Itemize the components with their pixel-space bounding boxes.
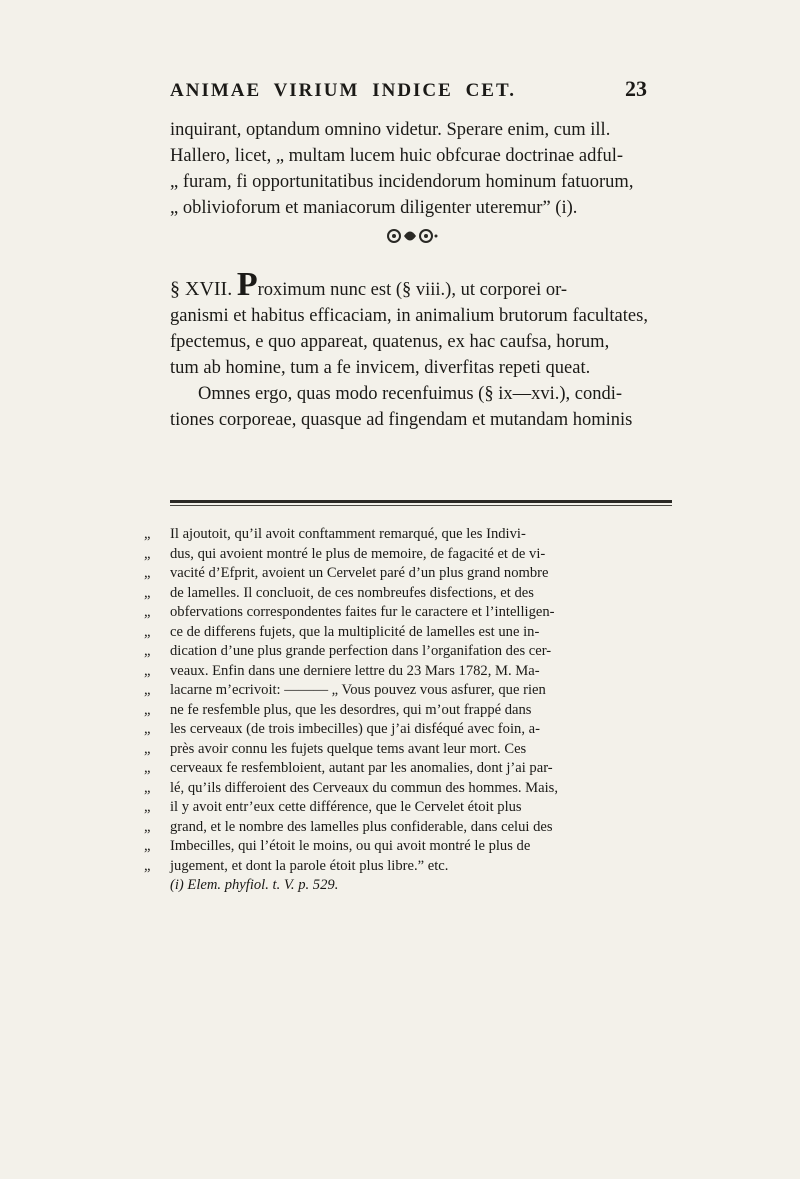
footnote-citation: (i) Elem. phyfiol. t. V. p. 529. — [170, 877, 339, 893]
footnote-rule-thin — [170, 505, 672, 506]
footnote-block — [144, 525, 680, 896]
text-line: ganismi et habitus efficaciam, in animalium brutorum facultates, — [170, 306, 648, 326]
footnote-line: „ lé, qu’ils differoient des Cerveaux du commun des hommes. Mais, — [144, 779, 559, 796]
section-xvii — [170, 266, 670, 433]
footnote-line: „ il y avoit entr’eux cette différence, que le Cervelet étoit plus — [144, 799, 522, 815]
footnote-line: „ grand, et le nombre des lamelles plus confiderable, dans celui des — [144, 818, 553, 835]
footnote-line: „ veaux. Enfin dans une derniere lettre du 23 Mars 1782, M. Ma- — [144, 662, 540, 679]
footnote-line: „ vacité d’Efprit, avoient un Cervelet paré d’un plus grand nombre — [144, 565, 549, 581]
ornament-icon — [380, 225, 440, 247]
footnote-line: „ près avoir connu les fujets quelque tems avant leur mort. Ces — [144, 740, 527, 757]
text-line: inquirant, optandum omnino videtur. Sperare enim, cum ill. — [170, 120, 611, 140]
footnote-line: „ lacarne m’ecrivoit: ——— „ Vous pouvez vous asfurer, que rien — [144, 682, 546, 698]
top-paragraph — [170, 117, 670, 221]
footnote-line: „ obfervations correspondentes faites fur le caractere et l’intelligen- — [144, 604, 555, 620]
footnote-line: „ cerveaux fe resfembloient, autant par les anomalies, dont j’ai par- — [144, 760, 553, 776]
footnote-rule — [170, 500, 672, 503]
footnote-line: „ Imbecilles, qui l’étoit le moins, ou qui avoit montré le plus de — [144, 838, 531, 854]
text-line: „ furam, fi opportunitatibus incidendorum hominum fatuorum, — [170, 172, 634, 192]
footnote-line: „ les cerveaux (de trois imbecilles) que j’ai disféqué avec foin, a- — [144, 721, 540, 737]
text-line: fpectemus, e quo appareat, quatenus, ex hac caufsa, horum, — [170, 332, 610, 352]
footnote-line: „ dus, qui avoient montré le plus de memoire, de fagacité et de vi- — [144, 545, 546, 562]
page-number: 23 — [625, 76, 647, 101]
text-line: Omnes ergo, quas modo recenfuimus (§ ix—xvi.), condi- — [198, 384, 623, 404]
text-line: roximum nunc est (§ viii.), ut corporei or- — [257, 280, 568, 300]
section-first-line — [170, 266, 670, 303]
running-title: ANIMAE VIRIUM INDICE CET. — [170, 80, 516, 101]
footnote-line: „ de lamelles. Il concluoit, de ces nombreufes disfections, et des — [144, 584, 534, 601]
footnote-line: „ dication d’une plus grande perfection dans l’organifation des cer- — [144, 643, 552, 659]
text-line: Hallero, licet, „ multam lucem huic obfcurae doctrinae adful- — [170, 146, 624, 166]
text-line: „ oblivioforum et maniacorum diligenter uteremur” (i). — [170, 198, 578, 218]
text-line: tiones corporeae, quasque ad fingendam et mutandam hominis — [170, 410, 633, 430]
section-mark: § XVII. — [170, 278, 233, 300]
drop-cap: P — [236, 266, 258, 303]
footnote-line: „ Il ajoutoit, qu’il avoit conftamment remarqué, que les Indivi- — [144, 526, 526, 542]
footnote-line: „ jugement, et dont la parole étoit plus libre.” etc. — [144, 857, 449, 874]
footnote-line: „ ne fe resfemble plus, que les desordres, qui m’out frappé dans — [144, 701, 532, 718]
footnote-line: „ ce de differens fujets, que la multiplicité de lamelles est une in- — [144, 623, 540, 640]
text-line: tum ab homine, tum a fe invicem, diverfitas repeti queat. — [170, 358, 591, 378]
